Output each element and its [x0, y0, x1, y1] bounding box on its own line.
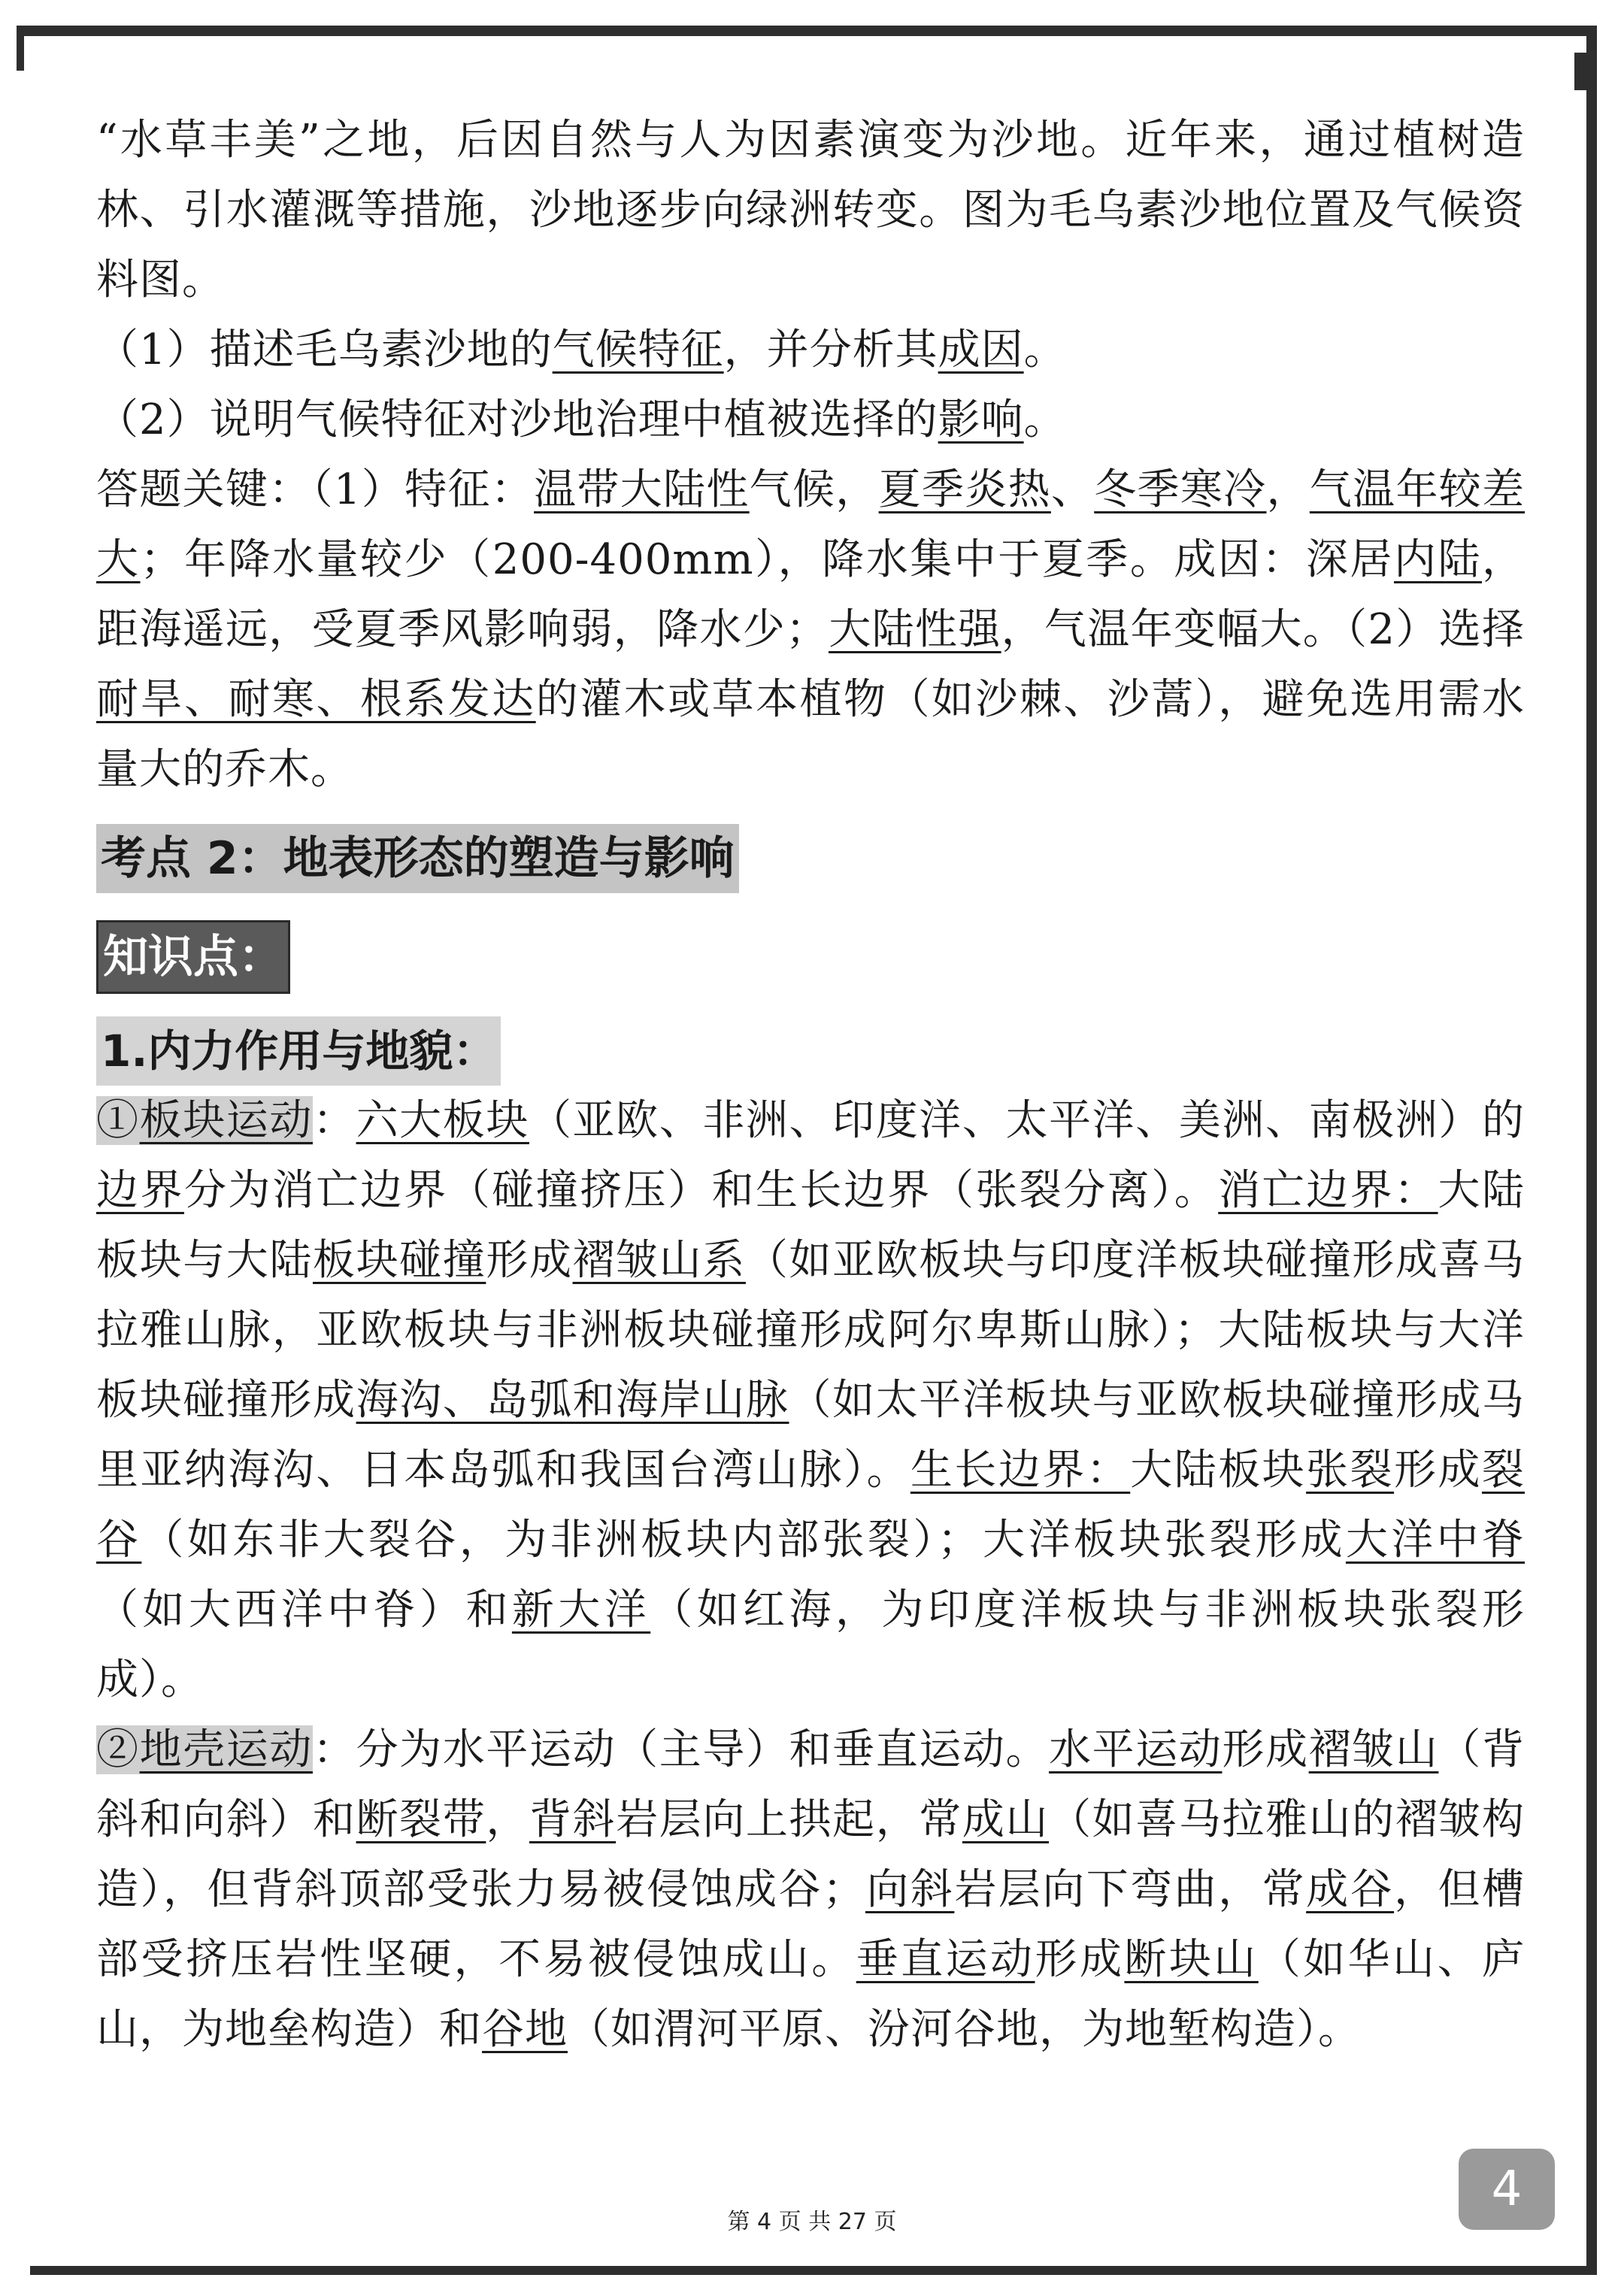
plate-text-10: （如东非大裂谷，为非洲板块内部张裂）；大洋板块张裂形成 — [141, 1516, 1346, 1564]
answer-text-7: ，气温年变幅大。（2）选择 — [1001, 605, 1526, 654]
question-1 — [96, 315, 1525, 385]
plate-text-12: （如红海，为印度洋板块与非洲板块张裂形成）。 — [96, 1586, 1526, 1704]
crust-text-7: 岩层向下弯曲，常 — [954, 1865, 1307, 1914]
plate-text-8: 大陆板块 — [1130, 1446, 1307, 1495]
q1-keyword-cause: 成因 — [938, 326, 1024, 374]
crust-number-marker: ② — [96, 1725, 140, 1774]
crust-keyword-2: 褶皱山 — [1308, 1725, 1439, 1774]
plate-text-11: （如大西洋中脊）和 — [96, 1586, 512, 1634]
plate-keyword-11: 新大洋 — [511, 1586, 651, 1634]
plate-text-1: ： — [312, 1096, 356, 1145]
plate-text-3: 分为消亡边界（碰撞挤压）和生长边界（张裂分离）。 — [183, 1166, 1219, 1215]
answer-text-6: ，距海遥远，受夏季风影响弱，降水少； — [96, 535, 1526, 654]
plate-keyword-6: 海沟、岛弧和海岸山脉 — [356, 1376, 789, 1425]
answer-text-5: ；年降水量较少（200-400mm），降水集中于夏季。成因：深居 — [140, 535, 1394, 584]
plate-keyword-1: 六大板块 — [356, 1096, 529, 1145]
plate-text-7: （如太平洋板块与亚欧板块碰撞形成马里亚纳海沟、日本岛弧和我国台湾山脉）。 — [96, 1376, 1525, 1495]
crust-text-1: ：分为水平运动（主导）和垂直运动。 — [312, 1725, 1050, 1774]
section-1-heading: 1.内力作用与地貌： — [96, 1016, 501, 1086]
crust-keyword-5: 成山 — [962, 1795, 1050, 1844]
crust-text-2: 形成 — [1222, 1725, 1309, 1774]
answer-text-3: 、 — [1050, 465, 1095, 514]
plate-keyword-10: 大洋中脊 — [1345, 1516, 1526, 1564]
answer-keyword-5: 内陆 — [1393, 535, 1483, 584]
crust-text-6: （如喜马拉雅山的褶皱构造），但背斜顶部受张力易被侵蚀成谷； — [96, 1795, 1525, 1914]
answer-text-2: 气候， — [749, 465, 879, 514]
crustal-movement-paragraph — [96, 1715, 1525, 2064]
plate-keyword-2: 边界 — [96, 1166, 184, 1215]
plate-keyword-9: 裂谷 — [96, 1446, 1525, 1564]
plate-keyword-5: 褶皱山系 — [572, 1236, 746, 1285]
answer-text-8: 的灌木或草本植物（如沙棘、沙蒿），避免选用需水量大的乔木。 — [96, 675, 1525, 794]
plate-keyword-4: 板块碰撞 — [312, 1236, 486, 1285]
plate-text-9: 形成 — [1394, 1446, 1482, 1495]
answer-keyword-6: 大陆性强 — [829, 605, 1001, 654]
answer-text-1: 答题关键：（1）特征： — [96, 465, 535, 514]
crust-text-11: （如渭河平原、汾河谷地，为地堑构造）。 — [568, 2005, 1361, 2054]
crust-keyword-10: 谷地 — [482, 2005, 568, 2054]
plate-keyword-3: 消亡边界： — [1218, 1166, 1438, 1215]
answer-text-4: ， — [1266, 465, 1310, 514]
page-number-badge: 4 — [1459, 2149, 1555, 2230]
crust-text-10: （如华山、庐山，为地垒构造）和 — [96, 1935, 1526, 2054]
plate-title: 板块运动 — [139, 1096, 313, 1145]
q2-keyword-impact: 影响 — [938, 395, 1024, 444]
page-frame-tick — [1574, 53, 1586, 90]
answer-keyword-3: 冬季寒冷 — [1094, 465, 1267, 514]
answer-keyword-4: 气温年较差大 — [96, 465, 1526, 584]
crust-keyword-3: 断裂带 — [356, 1795, 486, 1844]
page-count-label: 第 4 页 共 27 页 — [727, 2209, 897, 2235]
plate-text-2: （亚欧、非洲、印度洋、太平洋、美洲、南极洲）的 — [529, 1096, 1525, 1145]
page-frame-right — [1586, 26, 1597, 2273]
crust-keyword-6: 向斜 — [865, 1865, 955, 1914]
plate-tectonics-section — [96, 1086, 1525, 2064]
q1-text-a: （1）描述毛乌素沙地的 — [96, 326, 553, 374]
q2-text-b: 。 — [1023, 395, 1067, 444]
answer-keyword-1: 温带大陆性 — [534, 465, 750, 514]
crust-keyword-1: 水平运动 — [1049, 1725, 1223, 1774]
crust-text-4: ， — [486, 1795, 529, 1844]
q2-text-a: （2）说明气候特征对沙地治理中植被选择的 — [96, 395, 938, 444]
question-2 — [96, 385, 1525, 455]
page-frame-top — [17, 26, 1595, 36]
crust-keyword-4: 背斜 — [529, 1795, 617, 1844]
plate-number-marker: ① — [96, 1096, 140, 1145]
plate-keyword-7: 生长边界： — [910, 1446, 1131, 1495]
kaodian-heading: 考点 2：地表形态的塑造与影响 — [96, 824, 739, 893]
crust-text-5: 岩层向上拱起，常 — [616, 1795, 962, 1844]
knowledge-point-label: 知识点： — [96, 920, 290, 994]
q1-text-b: ，并分析其 — [723, 326, 938, 374]
crust-text-9: 形成 — [1035, 1935, 1125, 1984]
plate-text-5: 形成 — [486, 1236, 573, 1285]
crust-keyword-7: 成谷 — [1306, 1865, 1395, 1914]
intro-paragraph: “水草丰美”之地，后因自然与人为因素演变为沙地。近年来，通过植树造林、引水灌溉等措施，沙地逐步向绿洲转变。图为毛乌素沙地位置及气候资料图。 — [96, 116, 1525, 304]
plate-keyword-8: 张裂 — [1306, 1446, 1395, 1495]
crust-text-3: （背斜和向斜）和 — [96, 1725, 1525, 1844]
crust-keyword-8: 垂直运动 — [856, 1935, 1035, 1984]
page-frame-corner — [17, 26, 24, 71]
crust-text-8: ，但槽部受挤压岩性坚硬，不易被侵蚀成山。 — [96, 1865, 1525, 1984]
intro-section — [96, 105, 1525, 804]
plate-text-6: （如亚欧板块与印度洋板块碰撞形成喜马拉雅山脉，亚欧板块与非洲板块碰撞形成阿尔卑斯山脉）；大陆板块与大洋板块碰撞形成 — [96, 1236, 1525, 1425]
page-frame-bottom — [30, 2266, 1597, 2275]
q1-text-c: 。 — [1023, 326, 1067, 374]
answer-keyword-7: 耐旱、耐寒、根系发达 — [96, 675, 536, 724]
answer-keyword-2: 夏季炎热 — [878, 465, 1051, 514]
crust-keyword-9: 断块山 — [1124, 1935, 1259, 1984]
crust-title: 地壳运动 — [139, 1725, 313, 1774]
plate-tectonics-paragraph — [96, 1086, 1525, 1715]
plate-text-4: 大陆板块与大陆 — [96, 1166, 1525, 1285]
q1-keyword-climate: 气候特征 — [552, 326, 724, 374]
answer-key — [96, 455, 1525, 804]
